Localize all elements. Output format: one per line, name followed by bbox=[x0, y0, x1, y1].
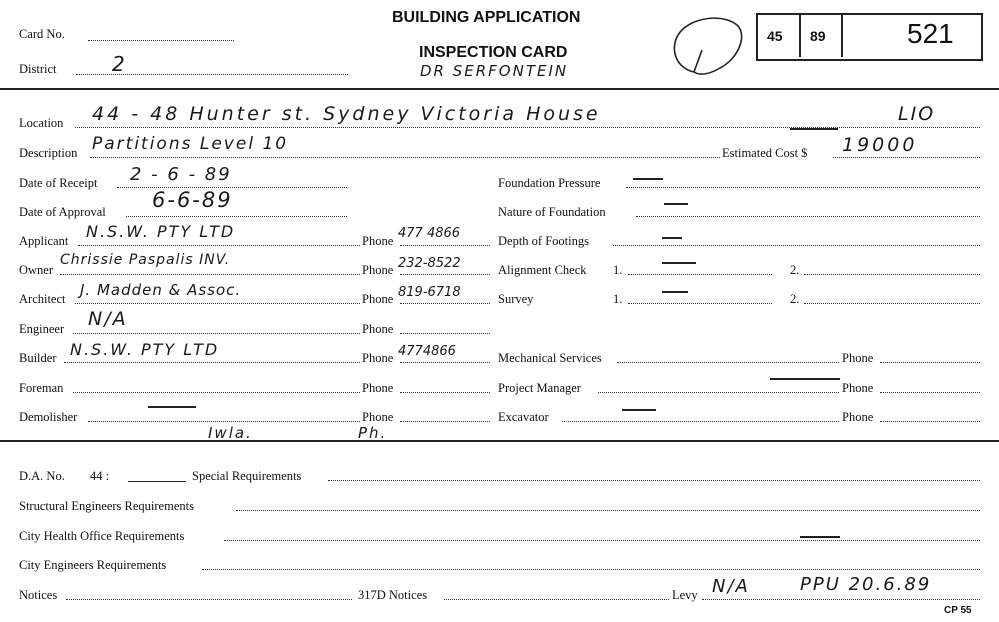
details-divider bbox=[0, 440, 999, 442]
architect-phone-value: 819-6718 bbox=[398, 285, 461, 300]
box-right-number: 521 bbox=[907, 18, 954, 49]
inspector-handwritten: DR SERFONTEIN bbox=[420, 62, 569, 80]
foreman-phone-label: Phone bbox=[362, 381, 394, 395]
mechanical-phone-label: Phone bbox=[842, 351, 874, 365]
form-code: CP 55 bbox=[944, 605, 972, 616]
builder-phone-label: Phone bbox=[362, 351, 394, 365]
header-divider bbox=[0, 88, 999, 90]
estimated-cost-label: Estimated Cost $ bbox=[722, 146, 808, 160]
builder-value: N.S.W. PTY LTD bbox=[70, 340, 220, 359]
box-left-number: 45 bbox=[767, 28, 783, 44]
city-engineers-requirements-label: City Engineers Requirements bbox=[19, 558, 167, 572]
mechanical-services-label: Mechanical Services bbox=[498, 351, 602, 365]
excavator-label: Excavator bbox=[498, 410, 549, 424]
structural-requirements-label: Structural Engineers Requirements bbox=[19, 499, 194, 513]
district-label: District bbox=[19, 62, 57, 76]
survey-label: Survey bbox=[498, 292, 534, 306]
owner-phone-label: Phone bbox=[362, 263, 394, 277]
location-value: 44 - 48 Hunter st. Sydney Victoria House bbox=[92, 103, 601, 125]
applicant-value: N.S.W. PTY LTD bbox=[86, 222, 236, 241]
survey-one-label: 1. bbox=[613, 292, 623, 306]
ppu-value: PPU 20.6.89 bbox=[800, 574, 932, 595]
card-no-label: Card No. bbox=[19, 27, 65, 41]
box-mid-number: 89 bbox=[810, 28, 826, 44]
foundation-pressure-label: Foundation Pressure bbox=[498, 176, 601, 190]
architect-label: Architect bbox=[19, 292, 66, 306]
description-label: Description bbox=[19, 146, 78, 160]
applicant-phone-label: Phone bbox=[362, 234, 394, 248]
owner-value: Chrissie Paspalis INV. bbox=[60, 252, 231, 268]
owner-label: Owner bbox=[19, 263, 54, 277]
project-manager-label: Project Manager bbox=[498, 381, 581, 395]
architect-value: J. Madden & Assoc. bbox=[80, 281, 242, 299]
notices-label: Notices bbox=[19, 588, 58, 602]
owner-phone-value: 232-8522 bbox=[398, 256, 461, 271]
excavator-phone-label: Phone bbox=[842, 410, 874, 424]
bottom-note-b: Ph. bbox=[358, 424, 388, 442]
district-value: 2 bbox=[112, 52, 127, 76]
bottom-note-a: Iwla. bbox=[208, 424, 253, 442]
applicant-phone-value: 477 4866 bbox=[398, 226, 461, 241]
card-no-line bbox=[88, 40, 234, 41]
date-of-approval-value: 6-6-89 bbox=[152, 188, 233, 212]
alignment-two-label: 2. bbox=[790, 263, 800, 277]
date-of-approval-label: Date of Approval bbox=[19, 205, 106, 219]
project-manager-phone-label: Phone bbox=[842, 381, 874, 395]
engineer-label: Engineer bbox=[19, 322, 65, 336]
levy-label: Levy bbox=[672, 588, 698, 602]
builder-label: Builder bbox=[19, 351, 57, 365]
title-inspection-card: INSPECTION CARD bbox=[419, 44, 568, 61]
alignment-one-label: 1. bbox=[613, 263, 623, 277]
da-no-label: D.A. No. bbox=[19, 469, 65, 483]
engineer-value: N/A bbox=[88, 308, 128, 330]
levy-value: N/A bbox=[712, 576, 750, 597]
foreman-label: Foreman bbox=[19, 381, 64, 395]
survey-two-label: 2. bbox=[790, 292, 800, 306]
estimated-cost-value: 19000 bbox=[842, 134, 918, 156]
nature-of-foundation-label: Nature of Foundation bbox=[498, 205, 606, 219]
location-suffix: LIO bbox=[898, 103, 936, 125]
engineer-phone-label: Phone bbox=[362, 322, 394, 336]
location-label: Location bbox=[19, 116, 64, 130]
applicant-label: Applicant bbox=[19, 234, 69, 248]
special-requirements-label: Special Requirements bbox=[192, 469, 302, 483]
city-health-requirements-label: City Health Office Requirements bbox=[19, 529, 185, 543]
architect-phone-label: Phone bbox=[362, 292, 394, 306]
description-value: Partitions Level 10 bbox=[92, 134, 289, 154]
depth-of-footings-label: Depth of Footings bbox=[498, 234, 589, 248]
da-no-value: 44 : bbox=[90, 469, 110, 483]
date-of-receipt-label: Date of Receipt bbox=[19, 176, 98, 190]
demolisher-phone-label: Phone bbox=[362, 410, 394, 424]
title-building-application: BUILDING APPLICATION bbox=[392, 9, 581, 26]
builder-phone-value: 4774866 bbox=[398, 344, 456, 359]
handwritten-oval-mark bbox=[664, 10, 746, 82]
alignment-check-label: Alignment Check bbox=[498, 263, 587, 277]
demolisher-label: Demolisher bbox=[19, 410, 78, 424]
date-of-receipt-value: 2 - 6 - 89 bbox=[130, 164, 232, 185]
notices-317d-label: 317D Notices bbox=[358, 588, 428, 602]
